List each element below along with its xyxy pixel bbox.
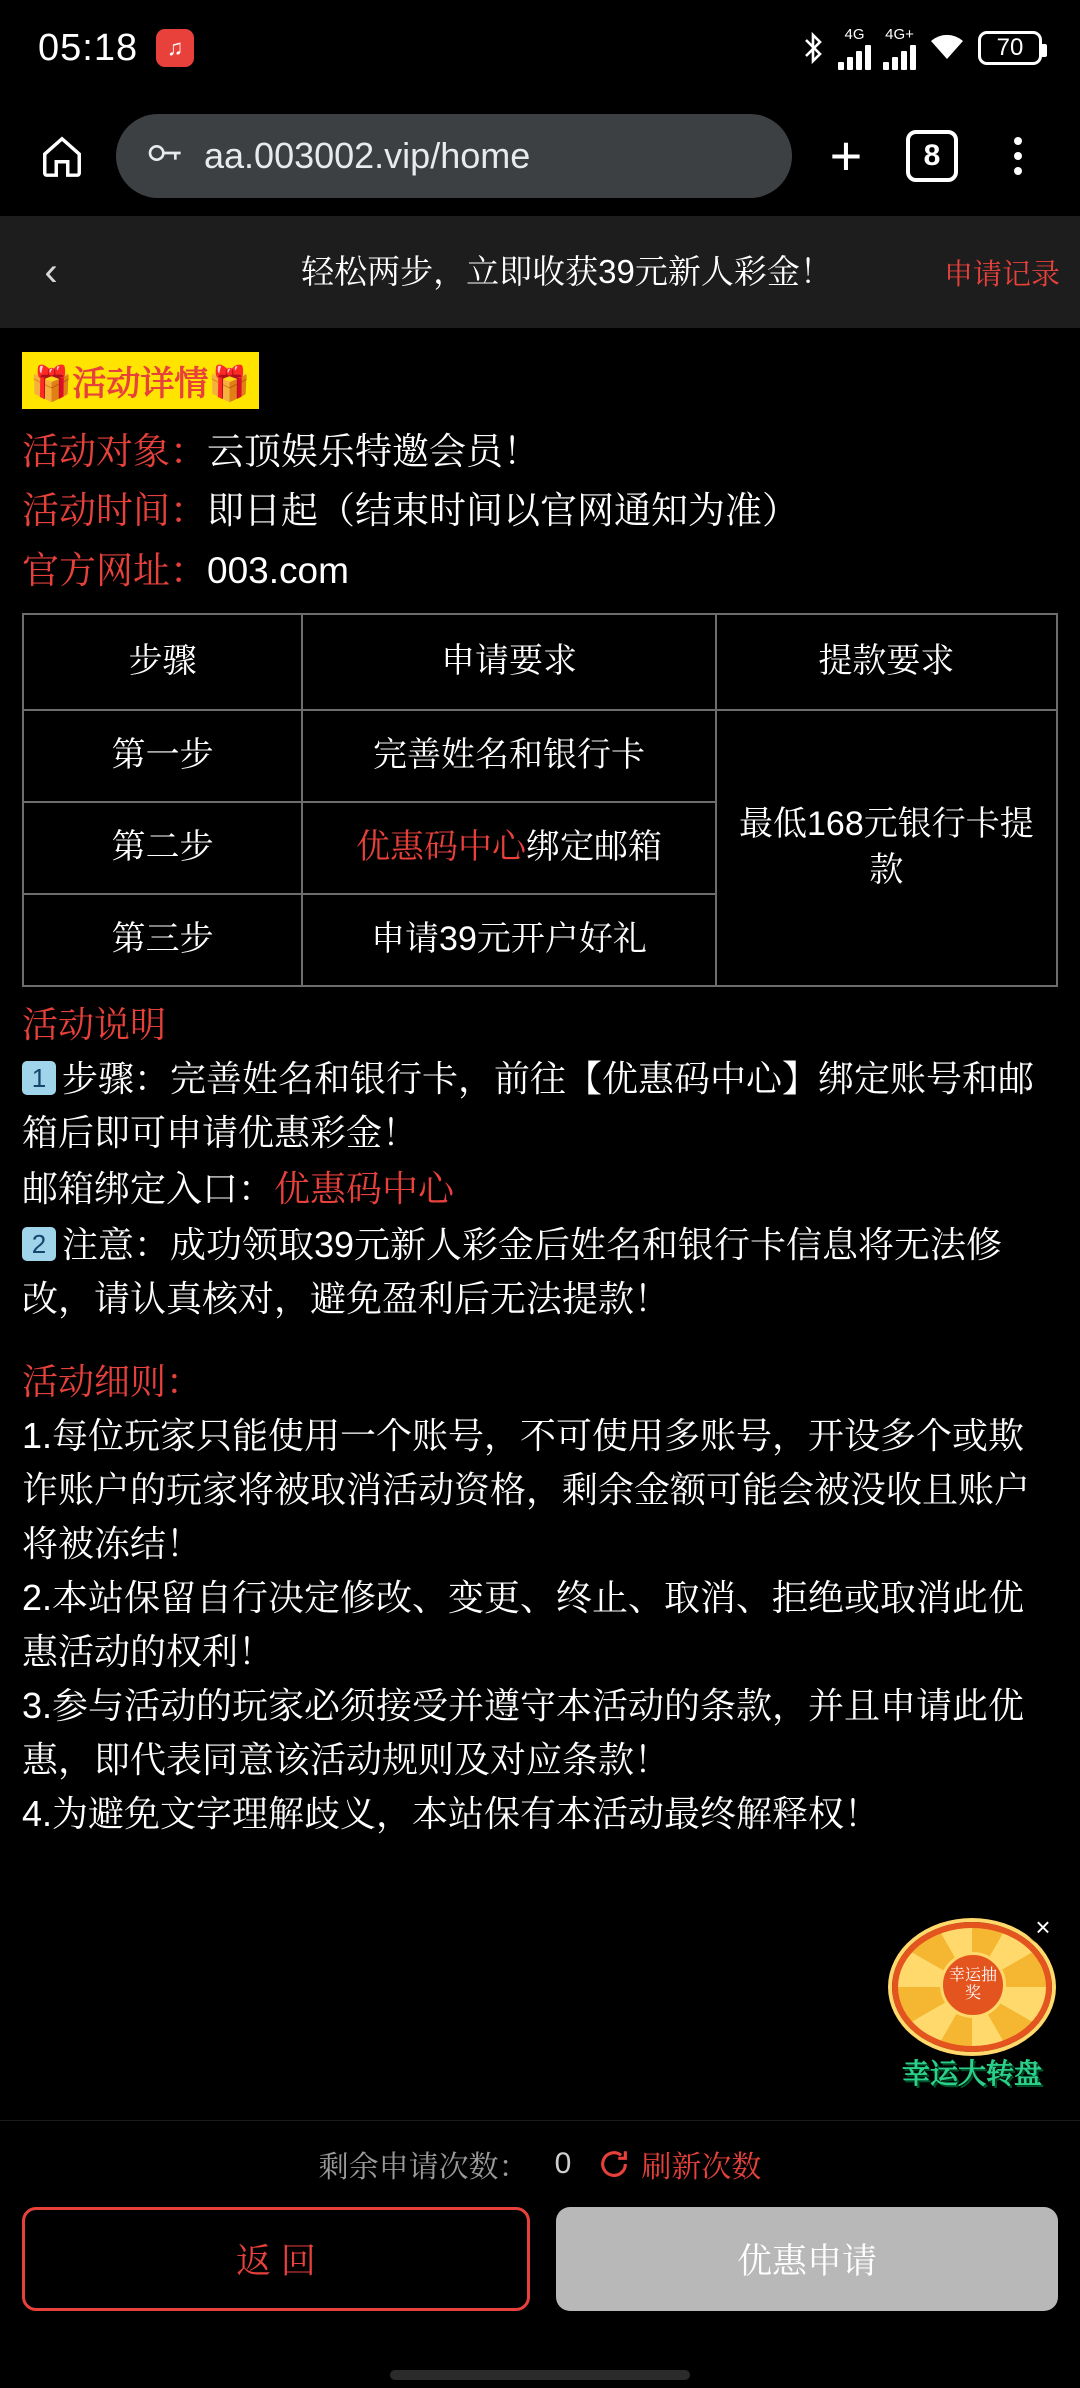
table-cell-step-2: 第二步	[23, 802, 302, 894]
browser-toolbar	[0, 96, 1080, 216]
instructions-item-1-text: 步骤：完善姓名和银行卡，前往【优惠码中心】绑定账号和邮箱后即可申请优惠彩金！	[22, 1057, 1035, 1153]
navigation-bar-handle[interactable]	[390, 2370, 690, 2380]
instructions-item-1	[22, 1052, 1058, 1160]
detail-row-time-value: 即日起（结束时间以官网通知为准）	[207, 490, 799, 532]
refresh-icon	[597, 2147, 631, 2181]
table-cell-withdraw: 最低168元银行卡提款	[716, 710, 1057, 986]
remaining-attempts-label: 剩余申请次数：	[318, 2151, 529, 2184]
back-button[interactable]: 返 回	[22, 2207, 530, 2311]
step-number-2: 2	[22, 1227, 56, 1261]
detail-row-target-value: 云顶娱乐特邀会员！	[207, 431, 540, 472]
bottom-bar	[0, 2120, 1080, 2388]
detail-row-target-key: 活动对象：	[22, 431, 207, 472]
page-content	[0, 328, 1080, 2120]
apply-log-link[interactable]: 申请记录	[943, 258, 1060, 291]
status-bar-left	[38, 27, 194, 70]
table-header-step: 步骤	[23, 614, 302, 710]
tab-switcher-button[interactable]	[900, 130, 964, 182]
battery-indicator: 70	[978, 31, 1042, 65]
rules-item-1: 1.每位玩家只能使用一个账号，不可使用多账号，开设多个或欺诈账户的玩家将被取消活动资格，剩余金额可能会被没收且账户将被冻结！	[22, 1414, 1031, 1564]
detail-banner: 🎁活动详情🎁	[22, 352, 259, 409]
table-cell-req-2	[302, 802, 716, 894]
url-text: aa.003002.vip/home	[204, 135, 531, 176]
detail-row-site	[22, 542, 1058, 599]
email-binding-entry	[22, 1162, 1058, 1216]
action-buttons	[0, 2207, 1080, 2311]
url-bar[interactable]	[116, 114, 792, 198]
instructions-item-2-text: 注意：成功领取39元新人彩金后姓名和银行卡信息将无法修改，请认真核对，避免盈利后无法提款！	[22, 1223, 1003, 1319]
lucky-wheel-widget[interactable]	[878, 1911, 1066, 2092]
back-icon[interactable]: ‹	[44, 249, 58, 294]
status-bar-right	[800, 27, 1042, 70]
table-header-apply: 申请要求	[302, 614, 716, 710]
refresh-attempts-button[interactable]	[597, 2142, 761, 2186]
table-cell-req-2-text: 绑定邮箱	[525, 827, 662, 866]
overflow-menu-icon[interactable]	[986, 137, 1050, 175]
apply-button[interactable]: 优惠申请	[556, 2207, 1058, 2311]
refresh-attempts-label: 刷新次数	[641, 2151, 762, 2184]
detail-row-site-key: 官方网址：	[22, 549, 207, 591]
page-title: 轻松两步，立即收获39元新人彩金！	[301, 252, 833, 290]
wheel-center-label: 幸运抽奖	[940, 1952, 1006, 2018]
email-binding-link[interactable]: 优惠码中心	[274, 1167, 455, 1209]
tab-count: 8	[906, 130, 958, 182]
table-cell-step-1: 第一步	[23, 710, 302, 802]
wifi-icon	[928, 33, 966, 63]
table-row	[23, 710, 1057, 802]
rules-item-4: 4.为避免文字理解歧义，本站保有本活动最终解释权！	[22, 1792, 881, 1834]
close-icon[interactable]: ×	[1026, 1910, 1060, 1944]
rules-item-3: 3.参与活动的玩家必须接受并遵守本活动的条款，并且申请此优惠，即代表同意该活动规则及对应条款！	[22, 1684, 1025, 1780]
email-binding-label: 邮箱绑定入口：	[22, 1167, 275, 1209]
remaining-attempts-value: 0	[554, 2147, 572, 2180]
promo-code-center-link[interactable]: 优惠码中心	[355, 827, 526, 866]
site-info-icon[interactable]	[146, 135, 186, 177]
step-number-1: 1	[22, 1061, 56, 1095]
detail-row-site-value: 003.com	[207, 549, 349, 591]
status-bar	[0, 0, 1080, 96]
instructions-title: 活动说明	[22, 1003, 167, 1045]
rules-section	[22, 1354, 1058, 1841]
attempts-row	[0, 2121, 1080, 2207]
detail-row-target	[22, 423, 1058, 480]
clock: 05:18	[38, 26, 139, 69]
wheel-label: 幸运大转盘	[901, 2058, 1042, 2089]
table-cell-req-3: 申请39元开户好礼	[302, 894, 716, 986]
home-icon[interactable]	[30, 133, 94, 179]
rules-item-2: 2.本站保留自行决定修改、变更、终止、取消、拒绝或取消此优惠活动的权利！	[22, 1576, 1025, 1672]
new-tab-button[interactable]: +	[829, 124, 863, 187]
table-cell-req-1: 完善姓名和银行卡	[302, 710, 716, 802]
detail-row-time-key: 活动时间：	[22, 490, 207, 532]
rules-title: 活动细则：	[22, 1360, 203, 1402]
signal-1-icon: 4G	[838, 27, 871, 70]
instructions-item-2	[22, 1218, 1058, 1326]
table-cell-step-3: 第三步	[23, 894, 302, 986]
table-header-withdraw: 提款要求	[716, 614, 1057, 710]
detail-row-time	[22, 482, 1058, 539]
page-header	[0, 216, 1080, 328]
signal-2-icon: 4G+	[883, 27, 916, 70]
bluetooth-icon	[800, 31, 826, 65]
requirements-table	[22, 613, 1058, 987]
table-header-row	[23, 614, 1057, 710]
music-badge-icon: ♫	[156, 29, 194, 67]
